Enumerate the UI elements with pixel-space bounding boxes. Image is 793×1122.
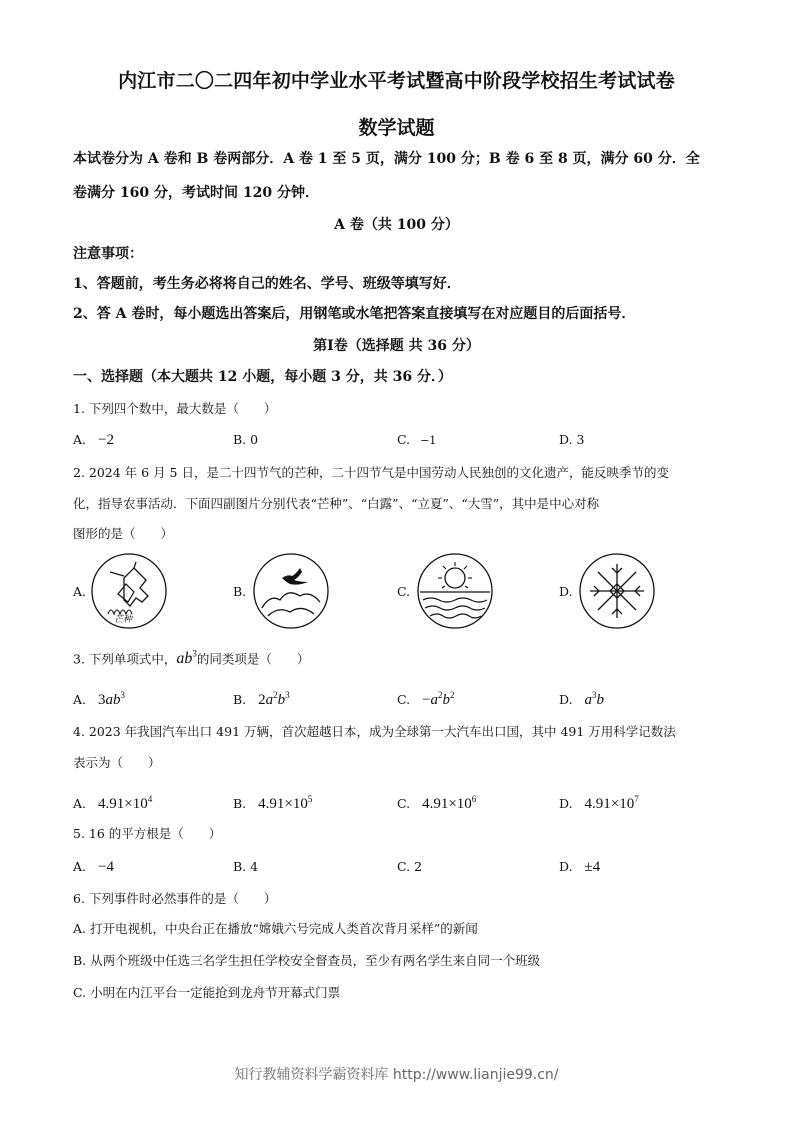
mangzhong-figure-text: 芒种 <box>114 615 133 625</box>
q4-option-b-label: B. <box>233 796 247 811</box>
q6-option-a: A. 打开电视机，中央台正在播放“嫦娥六号完成人类首次背月采样”的新闻 <box>73 921 478 936</box>
intro-line-2: 卷满分 160 分，考试时间 120 分钟． <box>73 185 319 201</box>
q4-option-b <box>233 792 312 811</box>
daxue-figure <box>578 550 656 632</box>
question-5-stem: 5. 16 的平方根是（ ） <box>73 826 222 841</box>
q3-option-a <box>73 688 125 707</box>
q5-option-c: C. 2 <box>397 859 423 874</box>
page-footer: 知行教辅资料学霸资料库 http://www.lianjie99.cn/ <box>234 1067 559 1083</box>
q2-option-d-label: D. <box>559 584 573 599</box>
exam-title: 内江市二〇二四年初中学业水平考试暨高中阶段学校招生考试试卷 <box>118 70 675 92</box>
exam-subtitle: 数学试题 <box>358 117 435 139</box>
q4-d-mantissa: 4.91×10 <box>584 796 635 812</box>
q1-option-b: B. 0 <box>233 432 259 447</box>
lixia-figure <box>416 550 494 632</box>
q5-option-b: B. 4 <box>233 859 259 874</box>
q1-option-a-label: A. <box>73 432 87 447</box>
q2-option-c-label: C. <box>397 584 411 599</box>
q1-option-a <box>73 433 114 447</box>
q6-option-c: C. 小明在内江平台一定能抢到龙舟节开幕式门票 <box>73 985 341 1000</box>
intro-line-1: 本试卷分为 A 卷和 B 卷两部分．A 卷 1 至 5 页，满分 100 分；B 卷 6 至 8 页，满分 60 分．全 <box>73 151 700 167</box>
q1-option-a-value: −2 <box>98 432 114 448</box>
q4-option-c-label: C. <box>397 796 411 811</box>
q3-stem-prefix: 3. 下列单项式中， <box>73 651 177 667</box>
q4-c-mantissa: 4.91×10 <box>422 796 472 812</box>
q3-term-ab3: $ab^3$ <box>176 649 197 668</box>
q3-option-c-label: C. <box>397 692 411 707</box>
q4-b-mantissa: 4.91×10 <box>258 796 308 812</box>
q5-option-d-label: D. <box>559 859 573 874</box>
q1-option-d: D. 3 <box>559 432 585 447</box>
bailu-figure <box>252 550 330 632</box>
q1-option-c-label: C. <box>397 432 411 447</box>
q3-option-a-value: $3ab^3$ <box>98 690 125 708</box>
q5-option-d-value: ±4 <box>584 859 601 875</box>
q4-a-mantissa: 4.91×10 <box>98 796 148 812</box>
q1-option-c <box>397 433 436 448</box>
q3-option-d-label: D. <box>559 692 573 707</box>
question-1-stem: 1. 下列四个数中，最大数是（ ） <box>73 401 277 416</box>
q4-option-a-value <box>98 796 152 812</box>
q4-option-a-label: A. <box>73 796 87 811</box>
q5-option-a-value: −4 <box>98 859 114 875</box>
notice-item-1: 1、答题前，考生务必将将自己的姓名、学号、班级等填写好． <box>73 276 461 292</box>
question-4-line-1: 4. 2023 年我国汽车出口 491 万辆，首次超越日本，成为全球第一大汽车出口国，其中 491 万用科学记数法 <box>73 724 676 739</box>
question-2-line-1: 2. 2024 年 6 月 5 日，是二十四节气的芒种，二十四节气是中国劳动人民独创的文化遗产，能反映季节的变 <box>73 465 669 480</box>
q4-option-d <box>559 792 639 811</box>
q4-option-d-value <box>585 796 639 812</box>
question-2-line-3: 图形的是（ ） <box>73 526 174 541</box>
q3-stem-suffix: 的同类项是（ ） <box>196 651 310 667</box>
q3-option-c <box>397 688 455 707</box>
q3-option-b <box>233 688 290 707</box>
q4-d-exponent: 7 <box>634 794 639 804</box>
q5-option-d <box>559 860 600 874</box>
q4-option-a <box>73 792 152 811</box>
question-3-stem <box>73 647 723 666</box>
q4-c-exponent: 6 <box>471 794 477 804</box>
q4-option-d-label: D. <box>559 796 573 811</box>
q4-a-exponent: 4 <box>147 794 153 804</box>
q2-option-a-label: A. <box>73 584 87 599</box>
question-4-line-2: 表示为（ ） <box>73 755 161 770</box>
q3-option-a-label: A. <box>73 692 87 707</box>
q4-option-c <box>397 792 476 811</box>
q2-option-b-label: B. <box>233 584 247 599</box>
q3-option-d <box>559 688 604 707</box>
q5-option-a <box>73 860 114 874</box>
section-a-heading: A 卷（共 100 分） <box>334 217 459 233</box>
q4-option-b-value <box>258 796 312 812</box>
q4-b-exponent: 5 <box>307 794 313 804</box>
q3-option-c-value: $-a^2b^2$ <box>422 690 455 708</box>
mangzhong-figure <box>90 550 168 632</box>
q4-option-c-value <box>422 796 476 812</box>
question-6-stem: 6. 下列事件时必然事件的是（ ） <box>73 891 277 906</box>
q1-option-c-value: −1 <box>420 434 437 447</box>
choice-section-header: 一、选择题（本大题共 12 小题，每小题 3 分，共 36 分．） <box>73 369 452 385</box>
q3-option-d-value: $a^3b$ <box>584 690 605 708</box>
q3-option-b-value: $2a^2b^3$ <box>258 690 290 708</box>
q6-option-b: B. 从两个班级中任选三名学生担任学校安全督查员，至少有两名学生来自同一个班级 <box>73 953 541 968</box>
notice-item-2: 2、答 A 卷时，每小题选出答案后，用钢笔或水笔把答案直接填写在对应题目的后面括号． <box>73 306 636 322</box>
notice-title: 注意事项： <box>73 246 143 262</box>
question-2-line-2: 化，指导农事活动．下面四副图片分别代表“芒种”、“白露”、“立夏”、“大雪”，其中是中心对称 <box>73 496 600 511</box>
q3-option-b-label: B. <box>233 692 247 707</box>
part-1-heading: 第Ⅰ卷（选择题 共 36 分） <box>313 338 480 354</box>
q5-option-a-label: A. <box>73 859 87 874</box>
